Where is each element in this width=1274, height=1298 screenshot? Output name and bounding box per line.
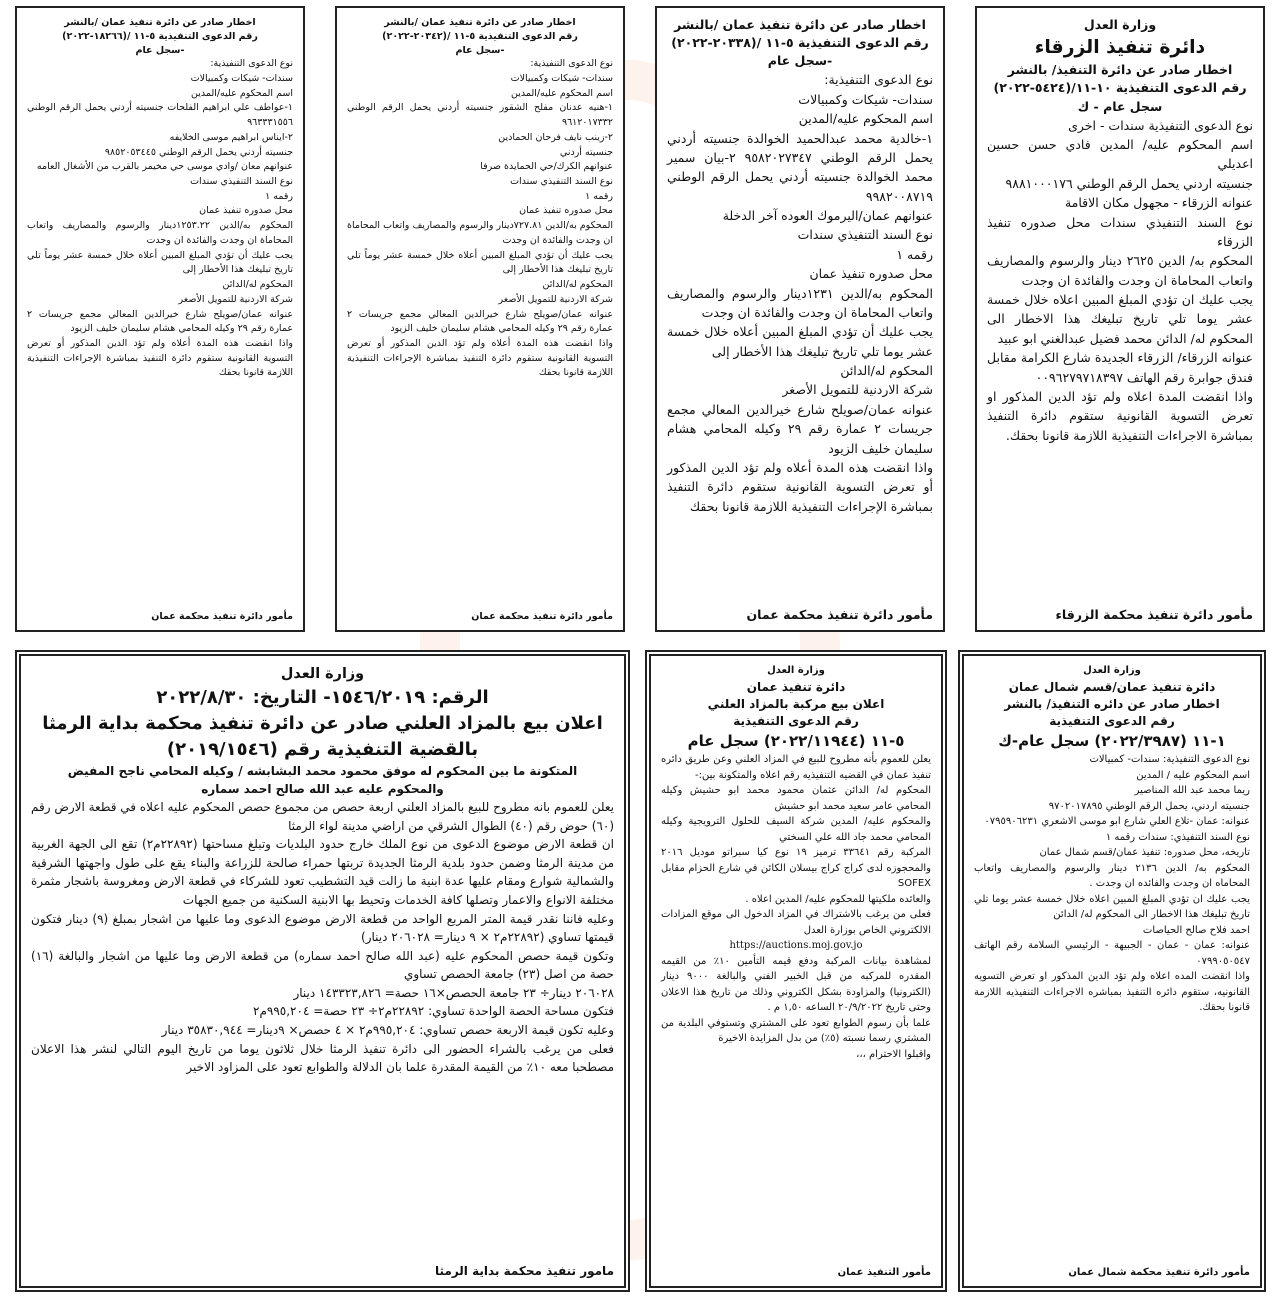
notice-paragraph: عنوانه عمان/صويلح شارع خيرالدين المعالي مجمع جريسات ٢ عمارة رقم ٢٩ وكيله المحامي هشام سليمان خليف الزيود bbox=[347, 308, 613, 335]
notice-paragraph: يجب عليك أن تؤدي المبلغ المبين أعلاه خلال خمسة عشر يوما تلي تاريخ تبليغك هذا الأخطار إلى bbox=[667, 324, 933, 359]
notice-paragraph: نوع السند التنفيذي: سندات رقمه ١ bbox=[1105, 831, 1250, 843]
notice-paragraph: والعائده ملكيتها للمحكوم عليه/ المدين اعلاه . bbox=[745, 893, 931, 905]
notice-signature: مأمور دائرة تنفيذ محكمة عمان bbox=[746, 607, 933, 622]
notice-paragraph: عنوانه الزرقاء/ الزرقاء الجديدة شارع الكرامة مقابل فندق جوابرة رقم الهاتف ٠٠٩٦٢٧٩٧١٨٣٩٧ bbox=[987, 350, 1253, 385]
notice-paragraph: سندات- شيكات وكمبيالات bbox=[798, 91, 933, 107]
notice-paragraph: احمد فلاح صالح الحياصات bbox=[1142, 924, 1250, 936]
notice-paragraph: اسم المحكوم عليه/المدين bbox=[190, 87, 293, 99]
notice-signature: مأمور دائرة تنفيذ محكمة عمان bbox=[471, 611, 613, 622]
notice-paragraph: لمشاهدة بيانات المركبة ودفع قيمه التأمين ١٠٪ من القيمه المقدره للمركبه من قبل الخبير الفني والبالغة ٩٠٠٠ دينار (الكترونيا) والمزاودة بشكل الكتروني وذلك من تاريخ هذا الاعلان وحتى تاريخ ٢٠/٩/٢٠٢٢ الساعه ١,٥٠ م . bbox=[661, 955, 932, 1014]
notice-amman-20338 bbox=[655, 6, 945, 632]
notice-paragraph: رقمه ١ bbox=[585, 190, 613, 202]
notice-paragraph: سندات- شيكات وكمبيالات bbox=[510, 73, 613, 85]
notice-paragraph: نوع الدعوى التنفيذية: bbox=[210, 58, 293, 70]
notice-paragraph: نوع الدعوى التنفيذية: سندات- كمبيالات bbox=[1089, 754, 1250, 766]
notice-paragraph: يعلن للعموم بانه مطروح للبيع بالمزاد العلني اربعة حصص من مجموع حصص المحكوم عليه اعلاه في قطعة الارض رقم (٦٠) حوض رقم (٤٠) الطوال الشرقي من اراضي مدينة لواء الرمثا bbox=[31, 799, 614, 833]
notice-heading: اخطار صادر عن دائرة تنفيذ عمان /بالنشر bbox=[64, 17, 256, 28]
notice-signature: مامور تنفيذ محكمة بداية الرمثا bbox=[434, 1264, 614, 1278]
notice-heading: اخطار صادر عن دائرة تنفيذ عمان /بالنشر bbox=[674, 17, 926, 32]
notice-paragraph: ريما محمد عبد الله المناصير bbox=[1134, 785, 1250, 797]
notice-heading: وزارة العدل bbox=[1083, 665, 1141, 676]
notice-paragraph: واذا انقضت المدة اعلاه ولم تؤد الدين المذكور او تعرض التسوية القانونية ستقوم دائرة التنفيذ بمباشرة الاجراءات التنفيذية اللازمة قانونا بحقك. bbox=[987, 388, 1253, 443]
notice-heading: رقم الدعوى التنفيذية bbox=[1049, 714, 1175, 729]
notice-heading: دائرة تنفيذ عمان/قسم شمال عمان bbox=[1008, 679, 1216, 694]
notice-heading: ١-١١ (٢٠٢٢/٣٩٨٧) سجل عام-ك bbox=[998, 731, 1226, 750]
notice-paragraph: عنوانهم الكرك/حي الحمايدة صرفا bbox=[480, 161, 613, 173]
notice-heading: اخطار صادر عن دائرة التنفيذ/ بالنشر bbox=[1007, 62, 1233, 78]
notice-heading: رقم الدعوى التنفيذية bbox=[733, 714, 859, 729]
notice-paragraph: وعليه تكون قيمة الاربعة حصص تساوي: ٩٩٥,٢٠٤م٢ × ٤ حصص× ٩دينار= ٣٥٨٣٠,٩٤٤ دينار bbox=[161, 1023, 614, 1038]
notice-heading: وزارة العدل bbox=[1083, 17, 1157, 32]
notice-paragraph: ان قطعة الارض موضوع الدعوى من نوع الملك خارج حدود البلديات وتبلغ مساحتها (٢٢٨٩٢م٢) تقع الى الجهة الغربية من مدينة الرمثا وضمن حدود بلدية الرمثا الجديدة تربتها حمراء صالحة للزراعة والبناء يقع على طول واجهتها الشرقية والشمالية شوارع ومقام عليها عدة ابنية ما زالت قيد التشطيب تعود للشركاء في قطعة الارض ومغروسة باشجار مثمرة مختلفة الانواع والاعمار وتصلها كافة الخدمات وتحيط بها الابنية السكنية من جميع الجهات bbox=[31, 837, 615, 907]
notice-paragraph: ١-هنيه عدنان مفلح الشقور جنسيته أردني يحمل الرقم الوطني ٩٦١٢٠١٧٣٣٢ bbox=[347, 102, 613, 129]
notice-paragraph: فعلى من يرغب بالشراء الحضور الى دائرة تنفيذ الرمثا خلال ثلاثون يوما من تاريخ اليوم التالي لنشر هذا الاعلان مصطحبا معه ١٠٪ من القيمة المقدرة علما بان الدلالة والطوابع تعود على المزاود الاخير bbox=[31, 1041, 614, 1075]
notice-paragraph: شركة الاردنية للتمويل الأصغر bbox=[498, 293, 613, 305]
notice-heading: بالقضية التنفيذية رقم (٢٠١٩/١٥٤٦) bbox=[166, 739, 479, 761]
notice-paragraph: عنوانه: عمان - عمان - الجبيهة - الرئيسي السلامة رقم الهاتف ٠٧٩٩٠٥٠٥٤٧ bbox=[974, 940, 1250, 967]
notice-paragraph: المركبة رقم ٣٣٦٤١ ترميز ١٩ نوع كيا سبراتو موديل ٢٠١٦ والمحجوزه لدى كراج كراج بيسلان الكائن في شارع الحزام مقابل SOFEX bbox=[661, 847, 931, 890]
notice-paragraph: المحكوم له/ الدائن عثمان محمود محمد ابو حشيش وكيله المحامي عامر سعيد محمد ابو حشيش bbox=[661, 785, 931, 812]
notice-paragraph: واذا انقضت المده اعلاه ولم تؤد الدين المذكور او تعرض التسويه القانونيه، ستقوم دائره التنفيذ بمباشره الاجراءات التنفيذيه اللازمة قانونا بحقك. bbox=[974, 971, 1250, 1014]
notice-paragraph: جنسيته اردني يحمل الرقم الوطني ٩٨٨١٠٠٠١٧٦ bbox=[1005, 175, 1253, 191]
notice-paragraph[interactable]: https://auctions.moj.gov.jo bbox=[729, 940, 863, 952]
notice-paragraph: تاريخه، محل صدوره: تنفيذ عمان/قسم شمال عمان bbox=[1039, 847, 1250, 859]
notice-paragraph: عنوانه عمان/صويلح شارع خيرالدين المعالي مجمع جريسات ٢ عمارة رقم ٢٩ وكيله المحامي هشام سليمان خليف الزيود bbox=[667, 401, 933, 456]
notice-heading: سجل عام - ك bbox=[1077, 98, 1163, 114]
notice-paragraph: نوع الدعوى التنفيذية: bbox=[824, 72, 933, 88]
notice-paragraph: عنوانهم معان /وادي موسى حي مخيمر بالقرب من الأشغال العامه bbox=[36, 161, 293, 173]
notice-heading: -سجل عام bbox=[455, 44, 505, 56]
notice-paragraph: نوع الدعوى التنفيذية سندات - اخرى bbox=[1068, 117, 1253, 133]
notice-heading: الرقم: ١٥٤٦/٢٠١٩- التاريخ: ٢٠٢٢/٨/٣٠ bbox=[156, 686, 489, 708]
notice-north-amman bbox=[958, 650, 1266, 1292]
notice-signature: مأمور التنفيذ عمان bbox=[837, 1267, 931, 1278]
notice-paragraph: فتكون مساحة الحصة الواحدة تساوي: ٢٢٨٩٢م٢÷ ٢٣ حصة= ٩٩٥,٢٠٤م٢ bbox=[253, 1004, 614, 1019]
notice-paragraph: ٢-زينب نايف فرحان الحمادين bbox=[498, 131, 613, 143]
notice-paragraph: سندات- شيكات وكمبيالات bbox=[190, 73, 293, 85]
notice-heading: والمحكوم عليه عبد الله صالح احمد سماره bbox=[201, 781, 444, 796]
notice-heading: اخطار صادر عن دائرة تنفيذ عمان /بالنشر bbox=[384, 17, 576, 28]
notice-paragraph: ١-خالدية محمد عبدالحميد الخوالدة جنسيته أردني يحمل الرقم الوطني ٩٥٨٢٠٢٧٣٤٧ ٢-بيان سمير محمد الخوالدة جنسيته أردني يحمل الرقم الوطني ٩٩٨٢٠٠٨٧١٩ bbox=[667, 130, 934, 204]
notice-heading: دائرة تنفيذ الزرقاء bbox=[1034, 37, 1206, 59]
notice-paragraph: محل صدوره تنفيذ عمان bbox=[809, 266, 933, 282]
notice-ramtha-land-auction bbox=[15, 650, 630, 1292]
notice-paragraph: نوع السند التنفيذي سندات bbox=[797, 227, 933, 243]
notice-paragraph: رقمه ١ bbox=[896, 246, 933, 262]
notice-paragraph: ١-عواطف علي ابراهيم الفلحات جنسيته أردني يحمل الرقم الوطني ٩٦٣٣٣١٥٥٦ bbox=[27, 102, 293, 129]
notice-paragraph: شركة الاردنية للتمويل الأصغر bbox=[782, 382, 933, 398]
notice-heading: اعلان بيع بالمزاد العلني صادر عن دائرة تنفيذ محكمة بداية الرمثا bbox=[42, 712, 603, 734]
notice-heading: وزارة العدل bbox=[280, 666, 365, 682]
notice-paragraph: وتكون قيمة حصص المحكوم عليه (عبد الله صالح احمد سماره) من قطعة الارض وما عليها من اشجار والبالغة (١٦) حصة من اصل (٢٣) جامعة الحصص تساوي bbox=[31, 948, 614, 982]
notice-paragraph: عنوانه عمان/صويلح شارع خيرالدين المعالي مجمع جريسات ٢ عمارة رقم ٢٩ وكيله المحامي هشام سليمان خليف الزيود bbox=[27, 308, 293, 335]
notice-paragraph: يجب عليك ان تؤدي المبلغ المبين اعلاه خلال خمسة عشر يوما تلي تاريخ تبليغك هذا الاخطار الى المحكوم له/ الدائن محمد فضيل عبدالغني ابو عبيد bbox=[987, 292, 1253, 346]
notice-paragraph: عنوانهم عمان/اليرموك العوده آخر الدخلة bbox=[722, 208, 933, 223]
notice-paragraph: واذا انقضت هذه المدة أعلاه ولم تؤد الدين المذكور أو تعرض التسوية القانونية ستقوم دائرة التنفيذ بمباشرة الإجراءات التنفيذية اللازمة قانونا بحقك bbox=[347, 337, 613, 379]
notice-paragraph: يجب عليك ان تؤدي المبلغ المبين اعلاه خلال خمسة عشر يوما تلي تاريخ تبليغك هذا الاخطار الى المحكوم له/ الدائن bbox=[974, 893, 1250, 921]
notice-paragraph: واقبلوا الاحترام ،،، bbox=[856, 1048, 931, 1060]
notice-heading: اعلان بيع مركبة بالمزاد العلني bbox=[707, 696, 885, 711]
notice-heading: -سجل عام bbox=[135, 44, 185, 56]
notice-paragraph: نوع السند التنفيذي سندات محل صدوره تنفيذ الزرقاء bbox=[987, 214, 1253, 249]
notice-paragraph: يعلن للعموم بأنه مطروح للبيع في المزاد العلني وعن طريق دائره تنفيذ عمان في القضيه التنفيذيه رقم اعلاه والمتكونة بين:- bbox=[661, 754, 931, 781]
notice-paragraph: والمحكوم عليه/ المدين شركة السيف للحلول الترويجية وكيله المحامي محمد جاد الله علي السختي bbox=[661, 816, 931, 843]
notice-signature: مأمور دائرة تنفيذ محكمة عمان bbox=[151, 611, 293, 622]
notice-paragraph: ٢-ايناس ابراهيم موسى الخلايفه bbox=[169, 131, 293, 143]
notice-paragraph: ٢٠٦٠٢٨ دينار÷ ٢٣ جامعة الحصص×١٦ حصة= ١٤٣٣٢٣,٨٢٦ دينار bbox=[293, 985, 614, 1000]
notice-paragraph: نوع السند التنفيذي سندات bbox=[510, 176, 613, 188]
notice-heading: دائرة تنفيذ عمان bbox=[746, 679, 846, 694]
notice-signature: مأمور دائرة تنفيذ محكمة الزرقاء bbox=[1055, 607, 1253, 622]
notice-paragraph: المحكوم به/ الدين ٢١٣٦ دينار والرسوم والمصاريف واتعاب المحاماه ان وجدت والفائده ان وجدت . bbox=[974, 862, 1250, 890]
notice-paragraph: وعليه فاننا نقدر قيمة المتر المربع الواحد من قطعة الارض موضوع الدعوى وما عليها من اشجار بمبلغ (٩) دينار فتكون قيمتها تساوي (٢٢٨٩٢م٢ × ٩ دينار= ٢٠٦٠٢٨ دينار) bbox=[31, 911, 614, 945]
notice-paragraph: اسم المحكوم عليه/المدين bbox=[510, 87, 613, 99]
notice-paragraph: المحكوم له/الدائن bbox=[222, 279, 293, 291]
notice-paragraph: محل صدوره تنفيذ عمان bbox=[199, 205, 293, 217]
notice-heading: اخطار صادر عن دائره التنفيذ/ بالنشر bbox=[1004, 696, 1220, 711]
notice-paragraph: واذا انقضت هذه المدة أعلاه ولم تؤد الدين المذكور أو تعرض التسوية القانونية ستقوم دائرة التنفيذ بمباشرة الإجراءات التنفيذية اللازمة قانونا بحقك bbox=[667, 459, 933, 514]
notice-paragraph: نوع السند التنفيذي سندات bbox=[190, 176, 293, 188]
notice-signature: مأمور دائرة تنفيذ محكمة شمال عمان bbox=[1068, 1267, 1250, 1278]
notice-heading: المتكونة ما بين المحكوم له موفق محمود محمد البشابشه / وكيله المحامي ناجح المفيض bbox=[67, 764, 578, 779]
notice-paragraph: المحكوم به/الدين ١٢٣١دينار والرسوم والمصاريف واتعاب المحاماة ان وجدت والفائدة ان وجدت bbox=[667, 285, 933, 320]
notice-heading: -سجل عام bbox=[767, 53, 833, 69]
notice-paragraph: محل صدوره تنفيذ عمان bbox=[519, 205, 613, 217]
notice-paragraph: المحكوم به/ الدين ٢٦٢٥ دينار والرسوم والمصاريف واتعاب المحاماة ان وجدت والفائدة ان وجدت bbox=[987, 253, 1253, 288]
notice-heading: وزارة العدل bbox=[767, 665, 825, 676]
notice-paragraph: المحكوم له/الدائن bbox=[840, 363, 933, 378]
notice-paragraph: يجب عليك أن تؤدي المبلغ المبين أعلاه خلال خمسة عشر يوماً تلي تاريخ تبليغك هذا الأخطار إلى bbox=[347, 249, 613, 276]
notice-paragraph: جنسيته اردني، يحمل الرقم الوطني ٩٧٠٢٠١٧٨٩٥ bbox=[1048, 800, 1250, 812]
notice-paragraph: فعلى من يرغب بالاشتراك في المزاد الدخول الى موقع المزادات الالكتروني الخاص بوزارة العدل bbox=[661, 909, 931, 936]
notice-paragraph: شركة الاردنية للتمويل الأصغر bbox=[178, 293, 293, 305]
notice-vehicle-auction bbox=[645, 650, 947, 1292]
notice-heading: رقم الدعوى التنفيذية ١٠-١١/(٥٤٢٤-٢٠٢٢) bbox=[993, 80, 1247, 96]
notice-paragraph: نوع الدعوى التنفيذية: bbox=[530, 58, 613, 70]
notice-paragraph: رقمه ١ bbox=[265, 190, 293, 202]
notice-paragraph: واذا انقضت هذه المدة أعلاه ولم تؤد الدين المذكور أو تعرض التسوية القانونية ستقوم دائرة التنفيذ بمباشرة الإجراءات التنفيذية اللازمة قانونا بحقك bbox=[27, 337, 293, 379]
notice-heading: رقم الدعوى التنفيذية ٥-١١ /(٢٠٣٤٢-٢٠٢٢) bbox=[382, 30, 578, 42]
notice-paragraph: جنسيته أردني bbox=[559, 146, 613, 158]
notice-paragraph: المحكوم له/الدائن bbox=[542, 279, 613, 291]
notice-paragraph: عنوانه الزرقاء - مجهول مكان الاقامة bbox=[1064, 195, 1253, 211]
notice-paragraph: اسم المحكوم عليه/ المدين فادي حسن حسين اعديلي bbox=[987, 137, 1253, 172]
notice-zarqa bbox=[975, 6, 1265, 632]
notice-amman-20342 bbox=[335, 6, 625, 632]
notice-paragraph: المحكوم به/الدين ٧٢٧.٨١دينار والرسوم والمصاريف واتعاب المحاماة ان وجدت والفائدة ان وجدت bbox=[347, 220, 613, 246]
notice-paragraph: المحكوم به/الدين ١٢٥٣.٢٢دينار والرسوم والمصاريف واتعاب المحاماة ان وجدت والفائدة ان وجدت bbox=[27, 220, 294, 246]
notice-paragraph: اسم المحكوم عليه/المدين bbox=[798, 111, 933, 127]
notice-paragraph: يجب عليك أن تؤدي المبلغ المبين أعلاه خلال خمسة عشر يوماً تلي تاريخ تبليغك هذا الأخطار إلى bbox=[27, 249, 293, 276]
notice-heading: ٥-١١ (٢٠٢٢/١١٩٤٤) سجل عام bbox=[687, 731, 905, 750]
notice-paragraph: اسم المحكوم عليه / المدين bbox=[1136, 769, 1250, 781]
notice-paragraph: جنسيته أردني يحمل الرقم الوطني ٩٨٥٢٠٥٣٤٤٥ bbox=[104, 146, 293, 158]
notice-paragraph: علما بأن رسوم الطوابع تعود على المشتري وتستوفي البلدية من المشتري رسما نسبته (٥٪) من بدل المزايدة الاخيرة bbox=[661, 1017, 931, 1045]
notice-heading: رقم الدعوى التنفيذية ٥-١١ /(٢٠٣٣٨-٢٠٢٢) bbox=[671, 35, 929, 51]
notice-heading: رقم الدعوى التنفيذية ٥-١١ /(١٨٢٦٦-٢٠٢٢) bbox=[62, 30, 258, 42]
notice-amman-18266 bbox=[15, 6, 305, 632]
notice-paragraph: عنوانه: عمان -تلاع العلي شارع ابو موسى الاشعري ٠٧٩٥٩٠٦٢٣١ bbox=[984, 816, 1250, 828]
